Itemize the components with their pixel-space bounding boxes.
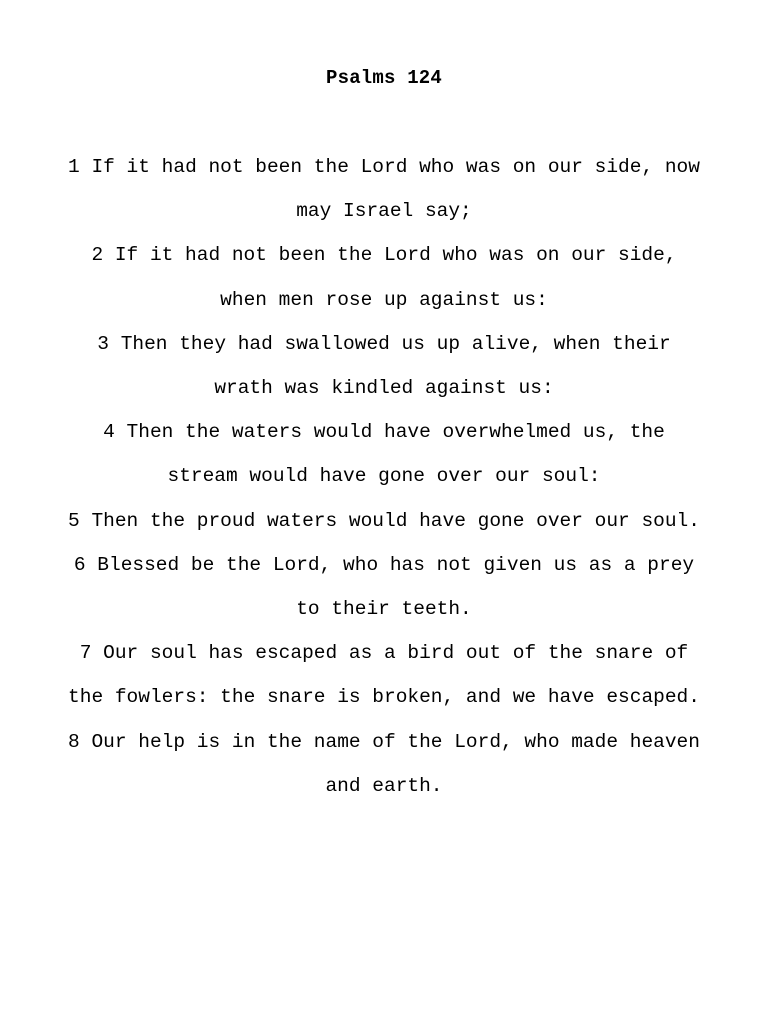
verse-5: 5 Then the proud waters would have gone over our soul. xyxy=(68,509,700,532)
verse-2: 2 If it had not been the Lord who was on our side, when men rose up against us: xyxy=(91,244,677,311)
verse-3: 3 Then they had swallowed us up alive, when their wrath was kindled against us: xyxy=(97,332,671,400)
verse-1: 1 If it had not been the Lord who was on our side, now may Israel say; xyxy=(68,156,700,223)
verse-7: 7 Our soul has escaped as a bird out of the snare of the fowlers: the snare is broken, and we have escaped. xyxy=(68,642,700,709)
verse-4: 4 Then the waters would have overwhelmed us, the stream would have gone over our soul: xyxy=(103,421,665,488)
verse-6: 6 Blessed be the Lord, who has not given us as a prey to their teeth. xyxy=(73,553,695,621)
verse-8: 8 Our help is in the name of the Lord, who made heaven and earth. xyxy=(68,730,700,797)
document-title: Psalms 124 xyxy=(325,67,443,89)
verse-list xyxy=(64,145,704,808)
